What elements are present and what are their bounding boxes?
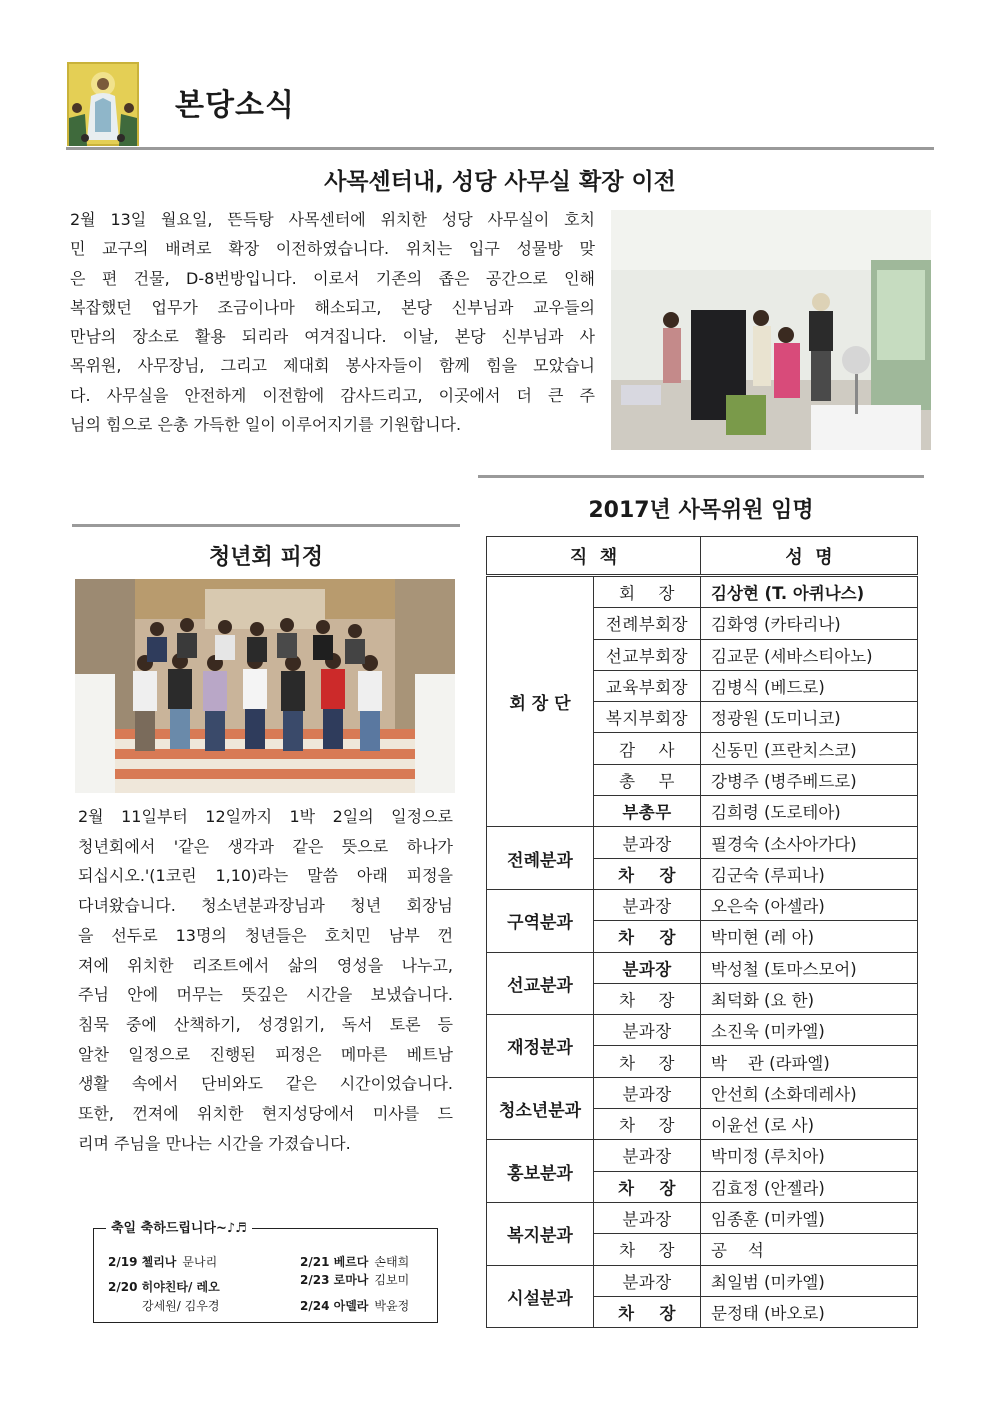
name-cell: 최덕화 (요 한) (701, 983, 918, 1014)
feast-people: 손태희 (374, 1255, 410, 1269)
youth-article-line: 침묵 중에 산책하기, 성경읽기, 독서 토론 등 (78, 1014, 453, 1034)
name-cell: 임종훈 (미카엘) (701, 1202, 918, 1233)
group-cell: 시설분과 (487, 1265, 594, 1328)
group-cell: 재정분과 (487, 1015, 594, 1078)
name-cell: 안선희 (소화데레사) (701, 1077, 918, 1108)
feast-saint: 2/20 히야친타/ 레오 (108, 1280, 220, 1294)
role-cell: 분과장 (594, 1265, 701, 1296)
office-article-line: 님의 힘으로 은총 가득한 일이 이루어지기를 기원합니다. (70, 415, 462, 435)
appointments-divider (478, 475, 924, 478)
role-cell: 분과장 (594, 1015, 701, 1046)
name-cell: 김희령 (도로테아) (701, 796, 918, 827)
office-article-line: 목위원, 사무장님, 그리고 제대회 봉사자들이 함께 힘을 모았습니 (70, 356, 595, 376)
feast-people: 박윤정 (374, 1299, 410, 1313)
name-cell: 박 관 (라파엘) (701, 1046, 918, 1077)
feast-day-label: 축일 축하드립니다~♪♬ (106, 1217, 252, 1236)
header-divider (66, 147, 934, 150)
youth-divider (72, 524, 460, 527)
role-cell: 차 장 (594, 983, 701, 1014)
youth-article-line: 다녀왔습니다. 청소년분과장님과 청년 회장님 (78, 896, 453, 916)
name-cell: 김군숙 (루피나) (701, 858, 918, 889)
role-cell: 총 무 (594, 764, 701, 795)
name-cell: 최일범 (미카엘) (701, 1265, 918, 1296)
feast-day-box (93, 1221, 438, 1323)
table-header-row (487, 537, 918, 576)
table-row (487, 889, 918, 920)
table-row (487, 1015, 918, 1046)
name-cell: 김효정 (안젤라) (701, 1171, 918, 1202)
name-cell: 문정태 (바오로) (701, 1296, 918, 1327)
group-cell: 복지분과 (487, 1202, 594, 1265)
office-article-title: 사목센터내, 성당 사무실 확장 이전 (324, 169, 676, 195)
youth-retreat-group-photo (75, 579, 455, 793)
name-cell: 김상현 (T. 아퀴나스) (701, 576, 918, 608)
feast-saint: 2/19 첼리나 (108, 1255, 177, 1269)
table-row (487, 952, 918, 983)
role-cell: 분과장 (594, 1077, 701, 1108)
youth-article-line: 알찬 일정으로 진행된 피정은 메마른 베트남 (78, 1044, 453, 1064)
name-cell: 김병식 (베드로) (701, 670, 918, 701)
office-article-line: 복잡했던 업무가 조금이나마 해소되고, 본당 신부님과 교우들의 (70, 297, 595, 317)
role-cell: 차 장 (594, 1171, 701, 1202)
feast-entry-people (142, 1297, 219, 1314)
office-moving-photo (611, 210, 931, 450)
parish-logo-image (67, 62, 139, 146)
role-cell: 분과장 (594, 952, 701, 983)
feast-entry (300, 1253, 409, 1270)
role-cell: 부총무 (594, 796, 701, 827)
feast-people: 김보미 (374, 1273, 410, 1287)
office-article-line: 민 교구의 배려로 확장 이전하였습니다. 위치는 입구 성물방 맞 (70, 239, 595, 259)
table-row (487, 1202, 918, 1233)
youth-article-body (78, 802, 453, 1158)
youth-article-line: 주님 안에 머무는 뜻깊은 시간을 보냈습니다. (78, 985, 453, 1005)
column-header-name: 성 명 (701, 537, 918, 576)
feast-entry (108, 1278, 220, 1295)
youth-article-line: 을 선두로 13명의 청년들은 호치민 남부 껀 (78, 925, 453, 945)
name-cell: 공 석 (701, 1234, 918, 1265)
group-cell: 구역분과 (487, 889, 594, 952)
appointments-title: 2017년 사목위원 임명 (588, 498, 814, 523)
name-cell: 소진욱 (미카엘) (701, 1015, 918, 1046)
youth-article-line: 져에 위치한 리조트에서 삶의 영성을 나누고, (78, 955, 453, 975)
feast-saint: 2/23 로마나 (300, 1273, 369, 1287)
feast-entry (300, 1271, 409, 1288)
table-row (487, 576, 918, 608)
role-cell: 전례부회장 (594, 608, 701, 639)
feast-saint: 2/21 베르다 (300, 1255, 369, 1269)
role-cell: 복지부회장 (594, 702, 701, 733)
column-header-role: 직 책 (487, 537, 701, 576)
office-article-line: 만남의 장소로 활용 되리라 여겨집니다. 이날, 본당 신부님과 사 (70, 327, 595, 347)
feast-saint: 2/24 아델라 (300, 1299, 369, 1313)
role-cell: 분과장 (594, 1140, 701, 1171)
role-cell: 분과장 (594, 889, 701, 920)
name-cell: 정광원 (도미니코) (701, 702, 918, 733)
feast-people: 문나리 (182, 1255, 218, 1269)
name-cell: 오은숙 (아셀라) (701, 889, 918, 920)
group-cell: 전례분과 (487, 827, 594, 890)
table-row (487, 1077, 918, 1108)
office-article-line: 다. 사무실을 안전하게 이전함에 감사드리고, 이곳에서 더 큰 주 (70, 385, 595, 405)
youth-article-line: 리며 주님을 만나는 시간을 가졌습니다. (78, 1133, 351, 1153)
feast-entry (108, 1253, 217, 1270)
feast-entry (300, 1297, 409, 1314)
group-cell: 회 장 단 (487, 576, 594, 827)
group-cell: 청소년분과 (487, 1077, 594, 1140)
role-cell: 분과장 (594, 1202, 701, 1233)
table-row (487, 1140, 918, 1171)
role-cell: 차 장 (594, 858, 701, 889)
table-row (487, 1265, 918, 1296)
appointments-table (486, 536, 918, 1328)
name-cell: 박미현 (레 아) (701, 921, 918, 952)
role-cell: 선교부회장 (594, 639, 701, 670)
name-cell: 필경숙 (소사아가다) (701, 827, 918, 858)
role-cell: 분과장 (594, 827, 701, 858)
role-cell: 차 장 (594, 1296, 701, 1327)
role-cell: 회 장 (594, 576, 701, 608)
name-cell: 이윤선 (로 사) (701, 1109, 918, 1140)
role-cell: 교육부회장 (594, 670, 701, 701)
youth-article-line: 또한, 껀져에 위치한 현지성당에서 미사를 드 (78, 1104, 453, 1124)
office-article-body (70, 205, 595, 439)
name-cell: 김교문 (세바스티아노) (701, 639, 918, 670)
role-cell: 차 장 (594, 1046, 701, 1077)
office-article-line: 은 편 건물, D-8번방입니다. 이로서 기존의 좁은 공간으로 인해 (70, 268, 595, 288)
name-cell: 신동민 (프란치스코) (701, 733, 918, 764)
role-cell: 차 장 (594, 1109, 701, 1140)
name-cell: 박성철 (토마스모어) (701, 952, 918, 983)
office-article-line: 2월 13일 월요일, 뜬득탕 사목센터에 위치한 성당 사무실이 호치 (70, 210, 595, 229)
role-cell: 차 장 (594, 921, 701, 952)
group-cell: 선교분과 (487, 952, 594, 1015)
page-title: 본당소식 (175, 88, 295, 123)
role-cell: 감 사 (594, 733, 701, 764)
youth-article-line: 되십시오.'(1코린 1,10)라는 말씀 아래 피정을 (78, 866, 453, 886)
youth-article-line: 청년회에서 '같은 생각과 같은 뜻으로 하나가 (78, 836, 453, 856)
youth-article-title: 청년회 피정 (209, 545, 323, 570)
name-cell: 박미정 (루치아) (701, 1140, 918, 1171)
role-cell: 차 장 (594, 1234, 701, 1265)
name-cell: 김화영 (카타리나) (701, 608, 918, 639)
group-cell: 홍보분과 (487, 1140, 594, 1203)
table-row (487, 827, 918, 858)
feast-people: 강세원/ 김우경 (142, 1299, 220, 1313)
youth-article-line: 2월 11일부터 12일까지 1박 2일의 일정으로 (78, 807, 453, 826)
name-cell: 강병주 (병주베드로) (701, 764, 918, 795)
youth-article-line: 생활 속에서 단비와도 같은 시간이었습니다. (78, 1074, 453, 1094)
